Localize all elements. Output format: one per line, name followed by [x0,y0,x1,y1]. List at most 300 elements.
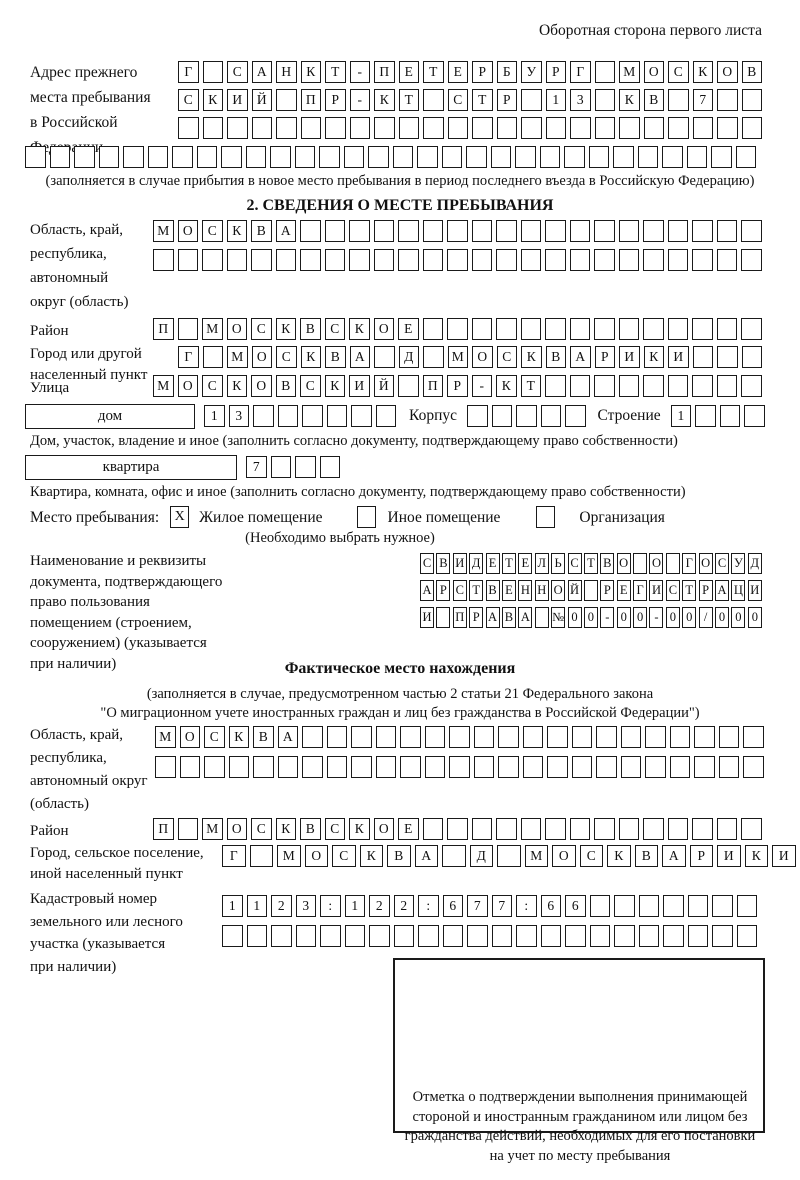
doc-label-line: помещением (строением, [30,614,192,631]
fact-oblast-row-2 [155,756,764,778]
char-cell [541,925,562,947]
char-cell: С [666,580,680,601]
char-cell [645,756,666,778]
char-cell: Р [447,375,468,397]
char-cell: В [600,553,614,574]
char-cell [741,318,762,340]
char-cell [350,117,371,139]
char-cell [743,756,764,778]
char-cell [694,726,715,748]
char-cell: К [745,845,769,867]
char-cell [692,818,713,840]
char-cell [467,925,488,947]
char-cell [643,818,664,840]
char-cell [712,895,733,917]
char-cell: А [278,726,299,748]
char-cell [442,146,463,168]
char-cell [278,405,299,427]
char-cell [351,756,372,778]
char-cell [572,756,593,778]
char-cell [717,375,738,397]
char-cell [717,818,738,840]
char-cell: М [202,318,223,340]
section-2-title: 2. СВЕДЕНИЯ О МЕСТЕ ПРЕБЫВАНИЯ [246,197,554,214]
char-cell [570,375,591,397]
char-cell: О [374,818,395,840]
char-cell [516,405,537,427]
char-cell [570,318,591,340]
char-cell [496,818,517,840]
char-cell [666,553,680,574]
char-cell: К [325,375,346,397]
option-inoe-label: Иное помещение [387,509,501,526]
char-cell [474,726,495,748]
char-cell: С [202,220,223,242]
char-cell: И [420,607,434,628]
char-cell: 6 [565,895,586,917]
fact-oblast-label-line: автономный округ [30,773,148,789]
char-cell [521,89,542,111]
char-cell: С [325,318,346,340]
char-cell [535,607,549,628]
char-cell: Д [469,553,483,574]
char-cell [423,220,444,242]
char-cell: С [715,553,729,574]
char-cell: 3 [570,89,591,111]
kadastr-label-line: земельного или лесного [30,913,183,930]
char-cell [736,146,757,168]
char-cell [545,318,566,340]
char-cell [564,146,585,168]
char-cell: С [420,553,434,574]
char-cell [741,249,762,271]
char-cell: 0 [731,607,745,628]
char-cell [302,756,323,778]
char-cell [276,249,297,271]
char-cell [523,726,544,748]
option-zhiloe-label: Жилое помещение [199,509,323,526]
char-cell: Р [546,61,567,83]
char-cell [668,375,689,397]
char-cell [222,925,243,947]
char-cell [320,925,341,947]
char-cell [595,61,616,83]
char-cell: П [423,375,444,397]
char-cell [374,220,395,242]
char-cell: О [649,553,663,574]
kvartira-label-box: квартира [25,455,237,480]
char-cell: К [607,845,631,867]
char-cell [594,249,615,271]
char-cell: К [276,818,297,840]
char-cell: К [301,61,322,83]
fact-raion-label: Район [30,823,69,839]
char-cell: 3 [296,895,317,917]
char-cell: В [300,318,321,340]
char-cell: М [619,61,640,83]
char-cell: К [360,845,384,867]
char-cell: - [350,89,371,111]
char-cell [423,318,444,340]
stroenie-row [671,405,765,427]
char-cell: Р [469,607,483,628]
char-cell [327,405,348,427]
char-cell: А [715,580,729,601]
char-cell: Й [374,375,395,397]
char-cell: П [301,89,322,111]
char-cell [693,346,714,368]
char-cell: К [227,220,248,242]
char-cell: А [276,220,297,242]
char-cell: 7 [246,456,267,478]
raion-label: Район [30,323,69,339]
char-cell [741,818,762,840]
char-cell [247,925,268,947]
doc-row-2 [420,580,762,601]
char-cell: 1 [671,405,692,427]
char-cell: В [486,580,500,601]
oblast-label [30,218,128,314]
char-cell [374,346,395,368]
gorod-row [178,346,762,368]
char-cell [197,146,218,168]
char-cell [541,405,562,427]
char-cell [497,117,518,139]
char-cell [621,756,642,778]
char-cell [295,456,316,478]
char-cell [668,89,689,111]
char-cell [670,756,691,778]
char-cell [717,220,738,242]
char-cell: У [521,61,542,83]
char-cell: О [227,318,248,340]
char-cell [327,756,348,778]
char-cell: К [496,375,517,397]
char-cell: 0 [682,607,696,628]
char-cell [423,346,444,368]
char-cell: 0 [715,607,729,628]
char-cell [743,726,764,748]
char-cell: О [472,346,493,368]
dom-label-box: дом [25,404,195,429]
char-cell: П [374,61,395,83]
char-cell [742,346,763,368]
char-cell [400,726,421,748]
char-cell: М [525,845,549,867]
dom-row [25,404,770,429]
char-cell: Е [398,318,419,340]
char-cell [271,456,292,478]
char-cell [614,925,635,947]
fact-oblast-label-line: республика, [30,750,107,766]
char-cell [521,818,542,840]
char-cell [250,845,274,867]
char-cell [742,89,763,111]
char-cell: С [668,61,689,83]
char-cell [447,220,468,242]
char-cell: 1 [247,895,268,917]
char-cell: Д [470,845,494,867]
char-cell [687,146,708,168]
char-cell: Г [178,346,199,368]
char-cell [719,726,740,748]
prev-address-label-line: в Российской [30,114,118,131]
fact-title: Фактическое место нахождения [284,660,516,677]
char-cell [319,146,340,168]
char-cell [692,318,713,340]
char-cell: Г [682,553,696,574]
char-cell: 0 [584,607,598,628]
mesto-row [30,506,665,530]
char-cell: У [731,553,745,574]
char-cell: С [325,818,346,840]
char-cell [349,249,370,271]
doc-label-line: при наличии) [30,655,117,672]
stamp-caption-line: гражданства действий, необходимых для его постановки [404,1128,756,1144]
char-cell [547,726,568,748]
char-cell [639,925,660,947]
char-cell: 2 [369,895,390,917]
char-cell: 3 [229,405,250,427]
char-cell: С [178,89,199,111]
char-cell [590,925,611,947]
checkbox-organizatsiya [536,506,555,528]
char-cell [374,249,395,271]
char-cell: 0 [633,607,647,628]
char-cell [621,726,642,748]
char-cell: 1 [204,405,225,427]
char-cell [521,318,542,340]
char-cell [692,375,713,397]
char-cell [737,895,758,917]
char-cell [204,756,225,778]
char-cell: - [472,375,493,397]
char-cell: В [436,553,450,574]
char-cell [644,117,665,139]
char-cell [423,818,444,840]
char-cell: А [350,346,371,368]
char-cell: Б [497,61,518,83]
char-cell [229,756,250,778]
char-cell: С [251,818,272,840]
char-cell [645,726,666,748]
kadastr-label-line: Кадастровый номер [30,891,157,907]
korpus-row [467,405,586,427]
char-cell: Л [535,553,549,574]
char-cell: А [662,845,686,867]
char-cell [614,895,635,917]
char-cell [545,375,566,397]
char-cell [570,220,591,242]
mesto-label: Место пребывания: [30,509,160,526]
kvartira-row [25,455,340,480]
char-cell [619,117,640,139]
kadastr-label [30,888,183,978]
fact-gorod-label-line: Город, сельское поселение, [30,845,204,861]
char-cell [344,146,365,168]
char-cell: : [320,895,341,917]
char-cell [693,117,714,139]
char-cell: : [418,895,439,917]
char-cell: В [742,61,763,83]
char-cell [447,249,468,271]
char-cell [300,220,321,242]
prev-address-note: (заполняется в случае прибытия в новое место пребывания в период последнего въезда в Российскую Федерацию) [45,173,755,189]
char-cell [668,249,689,271]
char-cell [50,146,71,168]
char-cell: Н [518,580,532,601]
stamp-caption-line: Отметка о подтверждении выполнения принимающей [412,1089,748,1105]
char-cell [596,756,617,778]
checkbox-zhiloe: X [170,506,189,528]
char-cell: Е [486,553,500,574]
char-cell [472,117,493,139]
char-cell [546,117,567,139]
fact-gorod-label [30,843,204,885]
char-cell [643,220,664,242]
char-cell [436,607,450,628]
char-cell [545,220,566,242]
char-cell [203,61,224,83]
char-cell: А [420,580,434,601]
char-cell [302,726,323,748]
char-cell [178,117,199,139]
char-cell [425,726,446,748]
char-cell: О [644,61,665,83]
char-cell: Й [252,89,273,111]
char-cell [369,925,390,947]
ulitsa-label: Улица [30,380,70,396]
char-cell [565,925,586,947]
char-cell [692,220,713,242]
char-cell [570,249,591,271]
char-cell: Е [518,553,532,574]
char-cell [418,925,439,947]
char-cell: О [617,553,631,574]
char-cell: 7 [492,895,513,917]
char-cell: Н [535,580,549,601]
char-cell: И [668,346,689,368]
char-cell: Р [600,580,614,601]
char-cell [717,346,738,368]
char-cell: С [453,580,467,601]
char-cell [252,117,273,139]
char-cell: С [251,318,272,340]
char-cell [712,925,733,947]
char-cell [221,146,242,168]
char-cell [349,220,370,242]
char-cell: 6 [541,895,562,917]
char-cell [270,146,291,168]
char-cell [545,249,566,271]
char-cell [447,318,468,340]
char-cell: 0 [666,607,680,628]
char-cell [717,318,738,340]
char-cell [596,726,617,748]
char-cell [516,925,537,947]
char-cell: Ц [731,580,745,601]
char-cell: Р [699,580,713,601]
char-cell [720,405,741,427]
char-cell: К [349,818,370,840]
fact-note-1: (заполняется в случае, предусмотренном частью 2 статьи 21 Федерального закона [146,686,654,702]
char-cell: К [276,318,297,340]
char-cell: 2 [271,895,292,917]
char-cell [398,220,419,242]
fact-oblast-label-line: (область) [30,796,89,812]
char-cell [717,117,738,139]
char-cell [523,756,544,778]
char-cell: О [305,845,329,867]
char-cell [619,220,640,242]
prev-address-label-line: Адрес прежнего [30,64,138,81]
char-cell [398,375,419,397]
char-cell: С [276,346,297,368]
char-cell [498,726,519,748]
char-cell: Е [502,580,516,601]
char-cell [737,925,758,947]
char-cell [619,249,640,271]
char-cell [246,146,267,168]
char-cell [594,375,615,397]
char-cell [570,818,591,840]
char-cell: С [227,61,248,83]
fact-oblast-label [30,724,148,816]
char-cell [74,146,95,168]
char-cell: С [448,89,469,111]
mesto-choose-note: (Необходимо выбрать нужное) [245,530,435,546]
char-cell: Д [399,346,420,368]
char-cell [741,375,762,397]
doc-row-1 [420,553,762,574]
char-cell: - [600,607,614,628]
char-cell [662,146,683,168]
char-cell: : [516,895,537,917]
char-cell [400,756,421,778]
char-cell [398,249,419,271]
char-cell: 0 [617,607,631,628]
char-cell [474,756,495,778]
char-cell [148,146,169,168]
char-cell [302,405,323,427]
char-cell [643,375,664,397]
char-cell [545,818,566,840]
char-cell: М [448,346,469,368]
char-cell [295,146,316,168]
char-cell: К [644,346,665,368]
char-cell [345,925,366,947]
char-cell: 2 [394,895,415,917]
char-cell: К [203,89,224,111]
char-cell [595,89,616,111]
char-cell [521,117,542,139]
char-cell: Й [568,580,582,601]
char-cell [423,117,444,139]
char-cell: Г [178,61,199,83]
char-cell: К [301,346,322,368]
char-cell: К [227,375,248,397]
char-cell: В [546,346,567,368]
char-cell: М [202,818,223,840]
char-cell [496,318,517,340]
char-cell: А [486,607,500,628]
fact-oblast-row-1 [155,726,764,748]
char-cell [376,726,397,748]
char-cell [694,756,715,778]
char-cell: А [518,607,532,628]
char-cell: И [453,553,467,574]
char-cell [594,318,615,340]
